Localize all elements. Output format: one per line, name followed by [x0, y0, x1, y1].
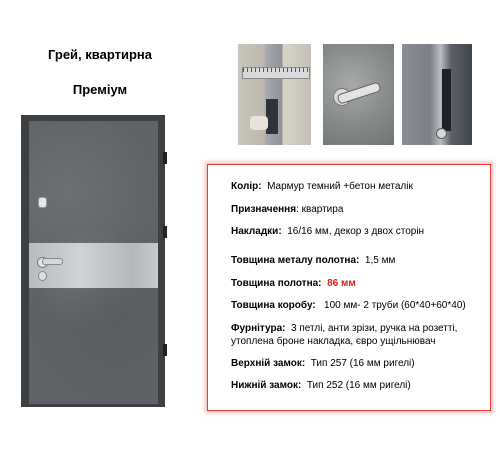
photo-handle	[323, 44, 394, 145]
lock-bolt	[266, 99, 278, 134]
photo-lock-bolts	[238, 44, 311, 145]
spec-metal-thickness: Товщина металу полотна: 1,5 мм	[231, 255, 396, 266]
product-title: Грей, квартирна	[48, 47, 152, 62]
hinge-icon	[163, 226, 167, 238]
knob	[250, 116, 268, 130]
hinge-icon	[163, 344, 167, 356]
product-series: Преміум	[72, 82, 128, 97]
spec-lower-lock: Нижній замок: Тип 252 (16 мм ригелі)	[231, 380, 411, 391]
handle-icon	[337, 81, 382, 104]
spec-color: Колір: Мармур темний +бетон металік	[231, 181, 413, 192]
photo-hinge	[402, 44, 472, 145]
door-handle-icon	[42, 258, 63, 265]
hinge-pin	[442, 69, 451, 131]
lower-lock-icon	[38, 271, 47, 281]
spec-purpose: Призначення: квартира	[231, 204, 344, 215]
spec-leaf-thickness: Товщина полотна: 86 мм	[231, 278, 356, 289]
spec-overlays: Накладки: 16/16 мм, декор з двох сторін	[231, 226, 425, 237]
spec-panel	[207, 164, 491, 411]
spec-hardware: Фурнітура: 3 петлі, анти зрізи, ручка на розетті, утоплена броне накладка, євро ущільнювач	[231, 323, 458, 347]
spec-upper-lock: Верхній замок: Тип 257 (16 мм ригелі)	[231, 358, 415, 369]
ruler-icon	[242, 67, 310, 79]
upper-lock-icon	[38, 197, 47, 208]
screw-icon	[436, 128, 447, 139]
spec-box-thickness: Товщина коробу: 100 мм- 2 труби (60*40+60*40)	[231, 300, 466, 311]
hinge-icon	[163, 152, 167, 164]
door-decor-stripe	[29, 243, 158, 288]
